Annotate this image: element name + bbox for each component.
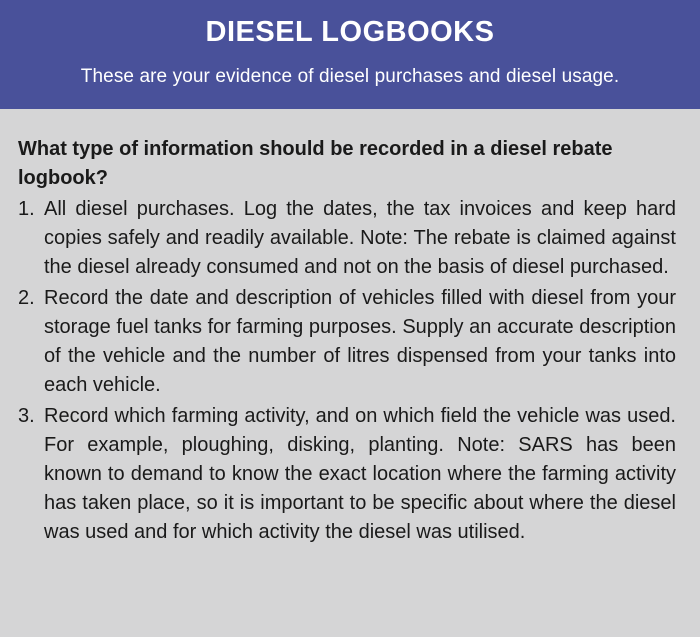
page-subtitle: These are your evidence of diesel purchases and diesel usage. xyxy=(80,66,620,87)
header-banner xyxy=(0,0,700,109)
list-item xyxy=(18,195,676,282)
question-heading: What type of information should be recorded in a diesel rebate logbook? xyxy=(18,138,613,189)
page-title: DIESEL LOGBOOKS xyxy=(205,16,495,48)
list-item xyxy=(18,402,676,547)
content-panel xyxy=(0,109,700,547)
list-item xyxy=(18,284,676,400)
list-item-number: 2. xyxy=(18,287,35,309)
list-item-number: 1. xyxy=(18,198,35,220)
info-list xyxy=(18,195,676,547)
list-item-number: 3. xyxy=(18,405,35,427)
list-item-text: All diesel purchases. Log the dates, the tax invoices and keep hard copies safely and readily available. Note: The rebate is claimed against the diesel already consumed and not on the basis of diesel purchased. xyxy=(44,198,676,278)
list-item-text: Record which farming activity, and on which field the vehicle was used. For example, ploughing, disking, planting. Note: SARS has been known to demand to know the exact location where the farming activity has taken place, so it is important to be specific about where the diesel was used and for which activity the diesel was utilised. xyxy=(44,405,676,543)
list-item-text: Record the date and description of vehicles filled with diesel from your storage fuel tanks for farming purposes. Supply an accurate description of the vehicle and the number of litres dispensed from your tanks into each vehicle. xyxy=(44,287,676,396)
